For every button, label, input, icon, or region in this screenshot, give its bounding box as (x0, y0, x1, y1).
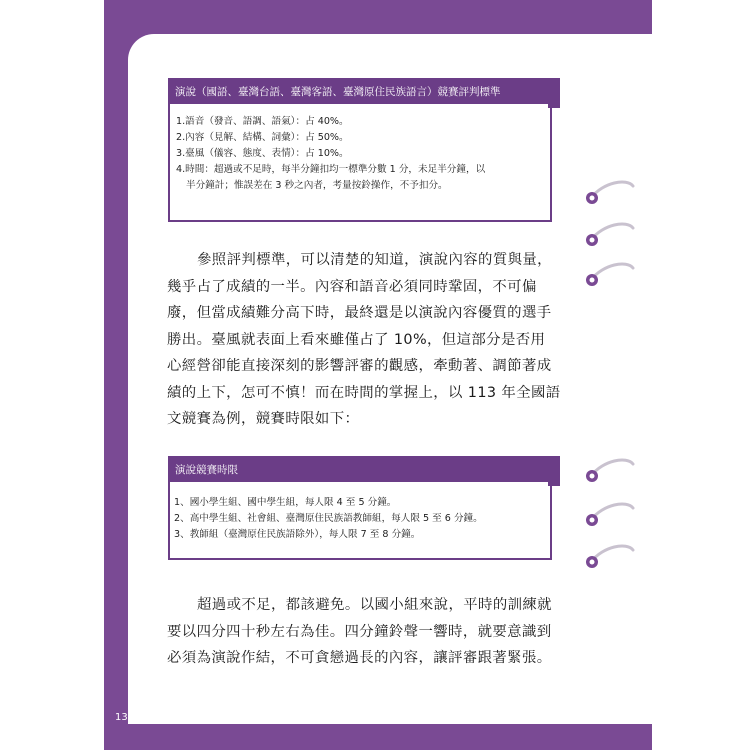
paragraph-line: 要以四分四十秒左右為佳。四分鐘鈴聲一響時，就要意識到 (167, 623, 552, 640)
time-limit-item: 1、國小學生組、國中學生組，每人限 4 至 5 分鐘。 (174, 497, 397, 508)
paragraph-line: 超過或不足，都該避免。以國小組來說，平時的訓練就 (197, 597, 552, 613)
time-limit-item: 2、高中學生組、社會組、臺灣原住民族語教師組，每人限 5 至 6 分鐘。 (174, 513, 483, 524)
paragraph-line: 參照評判標準，可以清楚的知道，演說內容的質與量， (197, 252, 552, 268)
criteria-item-continued: 半分鐘計；惟誤差在 3 秒之內者，考量按鈴操作，不予扣分。 (186, 180, 448, 191)
binder-ring-icon (583, 502, 635, 532)
binder-ring-icon (583, 458, 635, 488)
time-limit-box (168, 456, 552, 560)
paragraph-line: 勝出。臺風就表面上看來雖僅占了 10%，但這部分是否用 (167, 331, 546, 348)
time-limit-item: 3、教師組（臺灣原住民族語除外），每人限 7 至 8 分鐘。 (174, 529, 421, 540)
paragraph-line: 必須為演說作結，不可貪戀過長的內容，讓評審跟著緊張。 (167, 650, 552, 666)
body-paragraph-2 (167, 592, 557, 672)
paragraph-line: 幾乎占了成績的一半。內容和語音必須同時鞏固，不可偏 (167, 278, 537, 295)
paragraph-line: 文競賽為例，競賽時限如下： (167, 411, 360, 427)
box-side-tab (548, 456, 560, 486)
body-paragraph-1 (167, 247, 561, 433)
paragraph-line: 廢，但當成績難分高下時，最終還是以演說內容優質的選手 (167, 305, 552, 321)
page-number: 138 (115, 712, 135, 723)
judging-criteria-box (168, 78, 552, 222)
criteria-item: 3.臺風（儀容、態度、表情）：占 10%。 (176, 148, 349, 159)
binder-ring-icon (583, 180, 635, 210)
binder-ring-icon (583, 262, 635, 292)
time-limit-title: 演說競賽時限 (170, 458, 550, 482)
binder-ring-icon (583, 544, 635, 574)
paragraph-line: 心經營卻能直接深刻的影響評審的觀感，牽動著、調節著成 (167, 358, 552, 374)
paragraph-line: 績的上下，怎可不慎！而在時間的掌握上，以 113 年全國語 (167, 384, 561, 401)
binder-ring-icon (583, 222, 635, 252)
criteria-item: 1.語音（發音、語調、語氣）：占 40%。 (176, 116, 349, 127)
time-limit-list (170, 482, 550, 543)
criteria-item: 4.時間：超過或不足時，每半分鐘扣均一標準分數 1 分，未足半分鐘，以 (176, 164, 486, 175)
judging-criteria-list (170, 104, 550, 194)
box-side-tab (548, 78, 560, 108)
judging-criteria-title: 演說（國語、臺灣台語、臺灣客語、臺灣原住民族語言）競賽評判標準 (170, 80, 550, 104)
criteria-item: 2.內容（見解、結構、詞彙）：占 50%。 (176, 132, 349, 143)
